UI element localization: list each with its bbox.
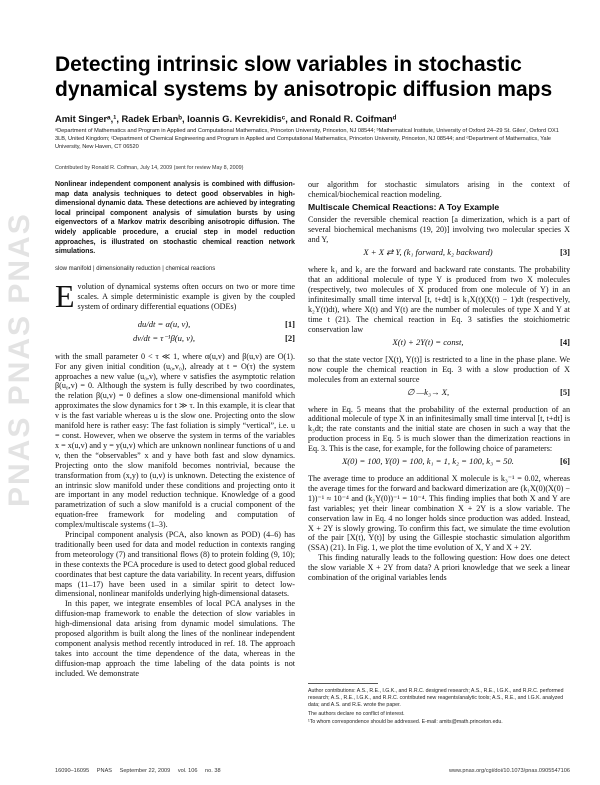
paragraph: where k₁ and k₂ are the forward and backward rate constants. The probability that an additional molecule of type Y is produced from two X molecules (respectively, two molecules of X produced from one molecule of Y) in an infinitesimally small time interval [t, t+dt] is k₁X(t)(X(t) − 1)dt (respectively, k₂Y(t)dt), where X(t) and Y(t) are the number of molecules of type X and Y at time t (21). The chemical reaction in Eq. 3 satisfies the stoichiometric conservation law — [308, 265, 570, 334]
equation-2: dv/dt = τ⁻¹β(u, v), [2] — [132, 332, 295, 343]
section-heading: Multiscale Chemical Reactions: A Toy Example — [308, 201, 500, 212]
contributed-note: Contributed by Ronald R. Coifman, July 14, 2009 (sent for review May 8, 2009) — [55, 165, 244, 171]
equation-6: X(0) = 100, Y(0) = 100, k₁ = 1, k₂ = 100, k₃ = 50. [6] — [342, 456, 570, 467]
equation-3: X + X ⇄ Y, (k₁ forward, k₂ backward) [3] — [363, 247, 570, 258]
affiliations: ᵃDepartment of Mathematics and Program in Applied and Computational Mathematics, Princeton University, Princeton, NJ 08544; ᵇMathematical Institute, University of Oxford 24–29 St. Giles', Oxford OX1 3LB, United Kingdom; ᶜDepartment of Chemical Engineering and Program in Applied and Computational Mathematics, Princeton University, Princeton, NJ 08544; and ᵈDepartment of Mathematics, Yale University, New Haven, CT 06520 — [55, 128, 559, 150]
author-list: Amit Singerᵃ,¹, Radek Erbanᵇ, Ioannis G. Kevrekidisᶜ, and Ronald R. Coifmanᵈ — [55, 114, 397, 124]
intro-paragraph: Evolution of dynamical systems often occurs on two or more time scales. A simple deterministic example is given by the coupled system of ordinary differential equations (ODEs) — [55, 278, 295, 314]
issue-date: September 22, 2009 — [119, 768, 171, 774]
footnotes — [308, 688, 570, 727]
issue-number: no. 38 — [205, 768, 221, 774]
paragraph: so that the state vector [X(t), Y(t)] is restricted to a line in the phase plane. We now couple the chemical reaction in Eq. 3 with a slow production of X molecules from an external source — [308, 354, 570, 384]
equation-4: X(t) + 2Y(t) = const, [4] — [392, 336, 570, 347]
left-column — [55, 278, 295, 679]
drop-cap: E — [55, 278, 75, 314]
equation-1: du/dt = α(u, v), [1] — [137, 318, 295, 329]
footnote: The authors declare no conflict of interest. — [308, 710, 405, 717]
keywords: slow manifold | dimensionality reduction | chemical reactions — [55, 266, 216, 272]
side-banner: PNAS PNAS PNAS — [3, 212, 36, 507]
footnote: ¹To whom correspondence should be addressed. E-mail: amits@math.princeton.edu. — [308, 718, 503, 725]
paragraph: Principal component analysis (PCA, also known as POD) (4–6) has traditionally been used for data and model reduction in contexts ranging from meteorology (7) and transitional flows (8) to protein folding (9, 10); in these contexts the PCA procedure is used to detect good global reduced coordinates that best capture the data variability. In recent years, diffusion maps (11–17) have been used in a similar spirit to detect low-dimensional, nonlinear manifolds underlying high-dimensional datasets. — [55, 530, 295, 599]
abstract: Nonlinear independent component analysis is combined with diffusion-map data analysis techniques to detect good observables in high-dimensional dynamic data. These detections are achieved by integrating local principal component analysis of simulation bursts by using eigenvectors of a Markov matrix describing anisotropic diffusion. The widely applicable procedure, a crucial step in model reduction approaches, is illustrated on stochastic chemical reaction network simulations. — [55, 181, 295, 256]
page-footer — [55, 768, 570, 774]
paragraph: This finding naturally leads to the following question: How does one detect the slow variable X + 2Y from data? A priori knowledge that we seek a linear combination of the original variables lends — [308, 553, 570, 583]
footnote: Author contributions: A.S., R.E., I.G.K., and R.R.C. designed research; A.S., R.E., I.G.K., and R.R.C. performed research; A.S., R.E., I.G.K., and R.R.C. contributed new reagents/analytic tools; A.S., R.E., and I.G.K. analyzed data; and A.S. and R.E. wrote the paper. — [308, 688, 564, 709]
journal-name: PNAS — [96, 768, 113, 774]
equation-5: ∅ —k₃→ X, [5] — [406, 386, 570, 397]
volume: vol. 106 — [177, 768, 198, 774]
paragraph: Consider the reversible chemical reaction [a dimerization, which is a part of several biochemical mechanisms (19, 20)] involving two molecular species X and Y, — [308, 214, 570, 244]
page-title: Detecting intrinsic slow variables in stochastic dynamical systems by anisotropic diffusion maps — [55, 53, 553, 101]
page-range: 16090–16095 — [55, 768, 90, 774]
doi-link[interactable]: www.pnas.org/cgi/doi/10.1073/pnas.0905547106 — [449, 768, 570, 774]
paragraph: our algorithm for stochastic simulators arising in the context of chemical/biochemical reaction modeling. — [308, 180, 570, 199]
paragraph: where in Eq. 5 means that the probability of the external production of an additional molecule of type X in an infinitesimally small time interval [t, t+dt] is k₃dt; the rate constants and the initial state are chosen in such a way that the production process in Eq. 5 is much slower than the dimerization reactions in Eq. 3. This is the case, for example, for the following choice of parameters: — [308, 404, 570, 454]
paragraph: In this paper, we integrate ensembles of local PCA analyses in the diffusion-map framework to enable the detection of slow variables in high-dimensional data arising from dynamic model simulations. The proposed algorithm is built along the lines of the nonlinear independent component analysis method recently introduced in ref. 18. The approach takes into account the time dependence of the data, whereas in the diffusion-map approach the time labeling of the data points is not included. We demonstrate — [55, 599, 295, 678]
footnote-rule — [308, 683, 378, 684]
paragraph: The average time to produce an additional X molecule is k₃⁻¹ = 0.02, whereas the average times for the forward and backward dimerization are (k₁X(0)(X(0) − 1))⁻¹ ≈ 10⁻⁴ and (k₂Y(0))⁻¹ = 10⁻⁴. This finding implies that both X and Y are fast variables; yet their linear combination X + 2Y is a slow variable. The conservation law in Eq. 4 no longer holds since production was added. Instead, X + 2Y is slowly growing. To confirm this fact, we simulate the time evolution of the pair [X(t), Y(t)] by using the Gillespie stochastic simulation algorithm (SSA) (21). In Fig. 1, we plot the time evolution of X, Y and X + 2Y. — [308, 474, 570, 553]
right-column — [308, 180, 570, 583]
paragraph: with the small parameter 0 < τ ≪ 1, where α(u,v) and β(u,v) are O(1). For any given initial condition (u₀,v₀), already at t = O(τ) the system approaches a new value (u₀,v), where v satisfies the asymptotic relation β(u₀,v) = 0. Although the system is fully described by two coordinates, the relation β(u,v) = 0 defines a slow one-dimensional manifold which approximates the slow dynamics for t ≫ τ. In this example, it is clear that v is the fast variable whereas u is the slow one. Projecting onto the slow manifold here is rather easy: The fast foliation is simply “vertical”, i.e. u = const. However, when we observe the system in terms of the variables x = x(u,v) and y = y(u,v) which are unknown nonlinear functions of u and v, then the “observables” x and y have both fast and slow dynamics. Projecting onto the slow manifold becomes nontrivial, because the transformation from (x,y) to (u,v) is unknown. Detecting the existence of an intrinsic slow manifold under these conditions and projecting onto it are important in any model reduction technique. Knowledge of a good parametrization of such a slow manifold is a crucial component of the equation-free framework for modeling and computation of complex/multiscale systems (1–3). — [55, 351, 295, 530]
